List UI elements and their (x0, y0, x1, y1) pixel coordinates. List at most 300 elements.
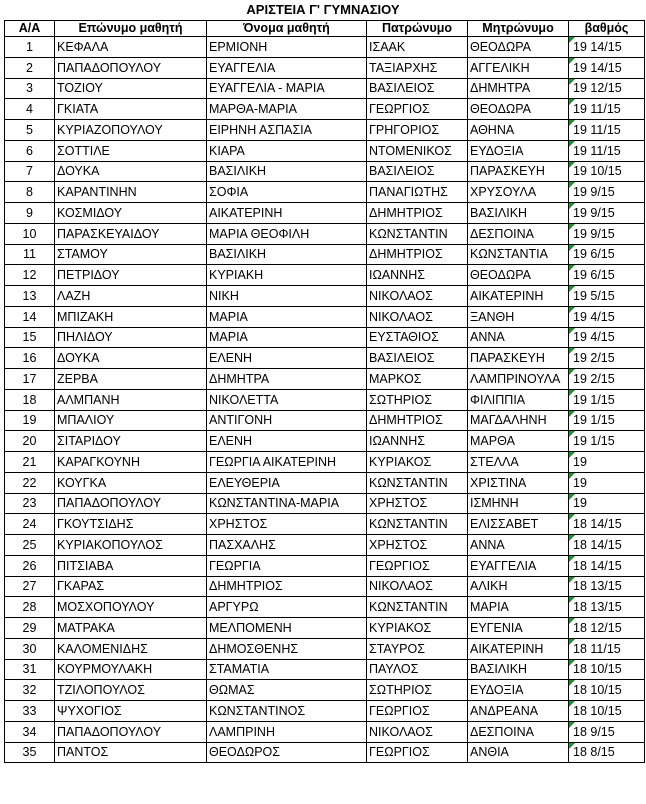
cell-aa[interactable]: 6 (5, 140, 55, 161)
cell-father-name[interactable]: ΜΑΡΚΟΣ (367, 369, 468, 390)
cell-firstname[interactable]: ΚΩΝΣΤΑΝΤΙΝΟΣ (207, 701, 367, 722)
error-indicator-icon (569, 348, 575, 354)
cell-aa[interactable]: 33 (5, 701, 55, 722)
cell-surname[interactable]: ΣΙΤΑΡΙΔΟΥ (55, 431, 207, 452)
cell-aa[interactable]: 27 (5, 576, 55, 597)
table-row (5, 493, 645, 514)
cell-firstname[interactable]: ΧΡΗΣΤΟΣ (207, 514, 367, 535)
cell-aa[interactable]: 16 (5, 348, 55, 369)
table-row (5, 327, 645, 348)
error-indicator-icon (569, 452, 575, 458)
cell-grade[interactable] (569, 452, 645, 473)
cell-firstname[interactable]: ΔΗΜΟΣΘΕΝΗΣ (207, 638, 367, 659)
cell-aa[interactable]: 32 (5, 680, 55, 701)
grade-value: 18 14/15 (573, 558, 622, 573)
cell-father-name[interactable]: ΓΡΗΓΟΡΙΟΣ (367, 120, 468, 141)
cell-surname[interactable]: ΓΚΑΡΑΣ (55, 576, 207, 597)
cell-surname[interactable]: ΠΑΠΑΔΟΠΟΥΛΟΥ (55, 493, 207, 514)
cell-grade[interactable] (569, 410, 645, 431)
cell-mother-name[interactable]: ΑΙΚΑΤΕΡΙΝΗ (468, 638, 569, 659)
table-row (5, 597, 645, 618)
cell-grade[interactable] (569, 680, 645, 701)
error-indicator-icon (569, 203, 575, 209)
cell-grade[interactable] (569, 286, 645, 307)
grade-value: 18 13/15 (573, 600, 622, 615)
cell-grade[interactable] (569, 78, 645, 99)
cell-mother-name[interactable]: ΒΑΣΙΛΙΚΗ (468, 203, 569, 224)
cell-surname[interactable]: ΚΥΡΙΑΖΟΠΟΥΛΟΥ (55, 120, 207, 141)
grade-value: 19 6/15 (573, 268, 615, 283)
cell-surname[interactable]: ΜΠΑΛΙΟΥ (55, 410, 207, 431)
cell-grade[interactable] (569, 265, 645, 286)
cell-mother-name[interactable]: ΔΕΣΠΟΙΝΑ (468, 223, 569, 244)
error-indicator-icon (569, 182, 575, 188)
cell-surname[interactable]: ΚΕΦΑΛΑ (55, 37, 207, 58)
cell-mother-name[interactable]: ΑΝΔΡΕΑΝΑ (468, 701, 569, 722)
cell-surname[interactable]: ΓΚΟΥΤΣΙΔΗΣ (55, 514, 207, 535)
cell-father-name[interactable]: ΓΕΩΡΓΙΟΣ (367, 742, 468, 763)
header-father-name: Πατρώνυμο (367, 21, 468, 37)
cell-father-name[interactable]: ΚΥΡΙΑΚΟΣ (367, 452, 468, 473)
cell-mother-name[interactable]: ΦΙΛΙΠΠΙΑ (468, 389, 569, 410)
cell-mother-name[interactable]: ΔΗΜΗΤΡΑ (468, 78, 569, 99)
grade-value: 19 9/15 (573, 205, 615, 220)
cell-mother-name[interactable]: ΧΡΙΣΤΙΝΑ (468, 472, 569, 493)
grade-value: 18 10/15 (573, 662, 622, 677)
cell-aa[interactable]: 15 (5, 327, 55, 348)
error-indicator-icon (569, 79, 575, 85)
error-indicator-icon (569, 328, 575, 334)
cell-father-name[interactable]: ΠΑΝΑΓΙΩΤΗΣ (367, 182, 468, 203)
cell-aa[interactable]: 2 (5, 57, 55, 78)
cell-firstname[interactable]: ΓΕΩΡΓΙΑ (207, 555, 367, 576)
cell-aa[interactable]: 13 (5, 286, 55, 307)
cell-grade[interactable] (569, 389, 645, 410)
cell-father-name[interactable]: ΚΩΝΣΤΑΝΤΙΝ (367, 514, 468, 535)
cell-father-name[interactable]: ΣΩΤΗΡΙΟΣ (367, 680, 468, 701)
cell-mother-name[interactable]: ΛΑΜΠΡΙΝΟΥΛΑ (468, 369, 569, 390)
cell-father-name[interactable]: ΔΗΜΗΤΡΙΟΣ (367, 244, 468, 265)
cell-father-name[interactable]: ΝΙΚΟΛΑΟΣ (367, 306, 468, 327)
error-indicator-icon (569, 369, 575, 375)
cell-firstname[interactable]: ΚΥΡΙΑΚΗ (207, 265, 367, 286)
cell-surname[interactable]: ΣΟΤΤΙΛΕ (55, 140, 207, 161)
grade-value: 18 14/15 (573, 517, 622, 532)
cell-firstname[interactable]: ΜΕΛΠΟΜΕΝΗ (207, 618, 367, 639)
table-row (5, 286, 645, 307)
cell-firstname[interactable]: ΝΙΚΗ (207, 286, 367, 307)
cell-aa[interactable]: 7 (5, 161, 55, 182)
error-indicator-icon (569, 473, 575, 479)
cell-grade[interactable] (569, 37, 645, 58)
cell-firstname[interactable]: ΕΛΕΝΗ (207, 431, 367, 452)
cell-firstname[interactable]: ΜΑΡΙΑ (207, 306, 367, 327)
error-indicator-icon (569, 618, 575, 624)
cell-grade[interactable] (569, 306, 645, 327)
cell-mother-name[interactable]: ΔΕΣΠΟΙΝΑ (468, 721, 569, 742)
cell-surname[interactable]: ΓΚΙΑΤΑ (55, 99, 207, 120)
cell-aa[interactable]: 14 (5, 306, 55, 327)
cell-firstname[interactable]: ΕΙΡΗΝΗ ΑΣΠΑΣΙΑ (207, 120, 367, 141)
grade-value: 18 9/15 (573, 724, 615, 739)
cell-mother-name[interactable]: ΘΕΟΔΩΡΑ (468, 265, 569, 286)
cell-grade[interactable] (569, 161, 645, 182)
cell-aa[interactable]: 31 (5, 659, 55, 680)
cell-surname[interactable]: ΠΑΝΤΟΣ (55, 742, 207, 763)
grade-value: 19 10/15 (573, 164, 622, 179)
table-row (5, 203, 645, 224)
cell-grade[interactable] (569, 348, 645, 369)
cell-firstname[interactable]: ΜΑΡΙΑ (207, 327, 367, 348)
cell-grade[interactable] (569, 597, 645, 618)
cell-aa[interactable]: 12 (5, 265, 55, 286)
cell-mother-name[interactable]: ΣΤΕΛΛΑ (468, 452, 569, 473)
cell-firstname[interactable]: ΛΑΜΠΡΙΝΗ (207, 721, 367, 742)
cell-firstname[interactable]: ΣΟΦΙΑ (207, 182, 367, 203)
grade-value: 19 (573, 496, 587, 511)
cell-aa[interactable]: 1 (5, 37, 55, 58)
cell-aa[interactable]: 10 (5, 223, 55, 244)
cell-aa[interactable]: 34 (5, 721, 55, 742)
cell-grade[interactable] (569, 99, 645, 120)
header-surname: Επώνυμο μαθητή (55, 21, 207, 37)
table-row (5, 410, 645, 431)
cell-aa[interactable]: 23 (5, 493, 55, 514)
cell-mother-name[interactable]: ΕΥΔΟΞΙΑ (468, 140, 569, 161)
grade-value: 19 2/15 (573, 371, 615, 386)
cell-grade[interactable] (569, 721, 645, 742)
header-row (5, 21, 645, 37)
cell-father-name[interactable]: ΒΑΣΙΛΕΙΟΣ (367, 348, 468, 369)
cell-firstname[interactable]: ΜΑΡΙΑ ΘΕΟΦΙΛΗ (207, 223, 367, 244)
cell-surname[interactable]: ΔΟΥΚΑ (55, 348, 207, 369)
error-indicator-icon (569, 556, 575, 562)
cell-mother-name[interactable]: ΑΘΗΝΑ (468, 120, 569, 141)
cell-surname[interactable]: ΚΥΡΙΑΚΟΠΟΥΛΟΣ (55, 535, 207, 556)
error-indicator-icon (569, 286, 575, 292)
cell-firstname[interactable]: ΕΥΑΓΓΕΛΙΑ - ΜΑΡΙΑ (207, 78, 367, 99)
cell-firstname[interactable]: ΠΑΣΧΑΛΗΣ (207, 535, 367, 556)
cell-surname[interactable]: ΣΤΑΜΟΥ (55, 244, 207, 265)
table-row (5, 57, 645, 78)
cell-father-name[interactable]: ΝΙΚΟΛΑΟΣ (367, 721, 468, 742)
cell-firstname[interactable]: ΕΡΜΙΟΝΗ (207, 37, 367, 58)
header-grade: βαθμός (569, 21, 645, 37)
error-indicator-icon (569, 37, 575, 43)
cell-mother-name[interactable]: ΜΑΓΔΑΛΗΝΗ (468, 410, 569, 431)
cell-surname[interactable]: ΠΑΠΑΔΟΠΟΥΛΟΥ (55, 721, 207, 742)
cell-firstname[interactable]: ΚΩΝΣΤΑΝΤΙΝΑ-ΜΑΡΙΑ (207, 493, 367, 514)
cell-father-name[interactable]: ΝΤΟΜΕΝΙΚΟΣ (367, 140, 468, 161)
cell-aa[interactable]: 28 (5, 597, 55, 618)
cell-mother-name[interactable]: ΕΥΑΓΓΕΛΙΑ (468, 555, 569, 576)
cell-grade[interactable] (569, 182, 645, 203)
cell-firstname[interactable]: ΘΕΟΔΩΡΟΣ (207, 742, 367, 763)
table-row (5, 721, 645, 742)
error-indicator-icon (569, 743, 575, 749)
cell-aa[interactable]: 25 (5, 535, 55, 556)
cell-firstname[interactable]: ΚΙΑΡΑ (207, 140, 367, 161)
grade-value: 19 11/15 (573, 143, 621, 158)
cell-mother-name[interactable]: ΠΑΡΑΣΚΕΥΗ (468, 348, 569, 369)
grade-value: 19 12/15 (573, 81, 622, 96)
table-row (5, 369, 645, 390)
header-aa: Α/Α (5, 21, 55, 37)
cell-father-name[interactable]: ΤΑΞΙΑΡΧΗΣ (367, 57, 468, 78)
error-indicator-icon (569, 245, 575, 251)
cell-grade[interactable] (569, 576, 645, 597)
cell-father-name[interactable]: ΣΤΑΥΡΟΣ (367, 638, 468, 659)
error-indicator-icon (569, 307, 575, 313)
cell-aa[interactable]: 29 (5, 618, 55, 639)
cell-surname[interactable]: ΜΑΤΡΑΚΑ (55, 618, 207, 639)
cell-father-name[interactable]: ΙΣΑΑΚ (367, 37, 468, 58)
cell-firstname[interactable]: ΒΑΣΙΛΙΚΗ (207, 244, 367, 265)
cell-aa[interactable]: 22 (5, 472, 55, 493)
cell-mother-name[interactable]: ΒΑΣΙΛΙΚΗ (468, 659, 569, 680)
grade-value: 19 14/15 (573, 39, 622, 54)
cell-father-name[interactable]: ΝΙΚΟΛΑΟΣ (367, 286, 468, 307)
cell-mother-name[interactable]: ΕΥΔΟΞΙΑ (468, 680, 569, 701)
cell-father-name[interactable]: ΝΙΚΟΛΑΟΣ (367, 576, 468, 597)
grade-value: 19 4/15 (573, 309, 615, 324)
cell-surname[interactable]: ΜΟΣΧΟΠΟΥΛΟΥ (55, 597, 207, 618)
cell-firstname[interactable]: ΔΗΜΗΤΡΑ (207, 369, 367, 390)
cell-surname[interactable]: ΠΗΛΙΔΟΥ (55, 327, 207, 348)
grade-value: 19 9/15 (573, 185, 615, 200)
error-indicator-icon (569, 660, 575, 666)
cell-aa[interactable]: 5 (5, 120, 55, 141)
cell-surname[interactable]: ΚΟΣΜΙΔΟΥ (55, 203, 207, 224)
table-row (5, 555, 645, 576)
cell-aa[interactable]: 17 (5, 369, 55, 390)
table-row (5, 742, 645, 763)
cell-aa[interactable]: 9 (5, 203, 55, 224)
cell-aa[interactable]: 11 (5, 244, 55, 265)
cell-father-name[interactable]: ΒΑΣΙΛΕΙΟΣ (367, 78, 468, 99)
grade-value: 19 11/15 (573, 122, 621, 137)
cell-surname[interactable]: ΛΑΖΗ (55, 286, 207, 307)
cell-father-name[interactable]: ΣΩΤΗΡΙΟΣ (367, 389, 468, 410)
grade-value: 19 2/15 (573, 351, 615, 366)
cell-mother-name[interactable]: ΜΑΡΘΑ (468, 431, 569, 452)
table-row (5, 140, 645, 161)
cell-grade[interactable] (569, 431, 645, 452)
grade-value: 18 10/15 (573, 703, 622, 718)
cell-mother-name[interactable]: ΠΑΡΑΣΚΕΥΗ (468, 161, 569, 182)
cell-surname[interactable]: ΚΑΡΑΝΤΙΝΗΝ (55, 182, 207, 203)
cell-father-name[interactable]: ΧΡΗΣΤΟΣ (367, 535, 468, 556)
cell-firstname[interactable]: ΣΤΑΜΑΤΙΑ (207, 659, 367, 680)
cell-father-name[interactable]: ΓΕΩΡΓΙΟΣ (367, 555, 468, 576)
cell-mother-name[interactable]: ΑΓΓΕΛΙΚΗ (468, 57, 569, 78)
grade-value: 19 1/15 (573, 434, 615, 449)
error-indicator-icon (569, 390, 575, 396)
cell-aa[interactable]: 18 (5, 389, 55, 410)
grade-value: 19 6/15 (573, 247, 615, 262)
cell-grade[interactable] (569, 120, 645, 141)
header-mother-name: Μητρώνυμο (468, 21, 569, 37)
cell-mother-name[interactable]: ΕΛΙΣΣΑΒΕΤ (468, 514, 569, 535)
cell-father-name[interactable]: ΙΩΑΝΝΗΣ (367, 431, 468, 452)
cell-surname[interactable]: ΠΕΤΡΙΔΟΥ (55, 265, 207, 286)
cell-father-name[interactable]: ΙΩΑΝΝΗΣ (367, 265, 468, 286)
cell-mother-name[interactable]: ΑΝΝΑ (468, 535, 569, 556)
cell-mother-name[interactable]: ΘΕΟΔΩΡΑ (468, 99, 569, 120)
cell-father-name[interactable]: ΓΕΩΡΓΙΟΣ (367, 99, 468, 120)
cell-grade[interactable] (569, 244, 645, 265)
cell-surname[interactable]: ΚΟΥΡΜΟΥΛΑΚΗ (55, 659, 207, 680)
cell-father-name[interactable]: ΠΑΥΛΟΣ (367, 659, 468, 680)
table-row (5, 37, 645, 58)
cell-grade[interactable] (569, 618, 645, 639)
cell-firstname[interactable]: ΔΗΜΗΤΡΙΟΣ (207, 576, 367, 597)
cell-father-name[interactable]: ΒΑΣΙΛΕΙΟΣ (367, 161, 468, 182)
cell-surname[interactable]: ΠΑΡΑΣΚΕΥΑΙΔΟΥ (55, 223, 207, 244)
grade-value: 19 4/15 (573, 330, 615, 345)
error-indicator-icon (569, 265, 575, 271)
cell-grade[interactable] (569, 535, 645, 556)
cell-mother-name[interactable]: ΑΝΝΑ (468, 327, 569, 348)
cell-father-name[interactable]: ΔΗΜΗΤΡΙΟΣ (367, 203, 468, 224)
cell-grade[interactable] (569, 223, 645, 244)
error-indicator-icon (569, 577, 575, 583)
cell-surname[interactable]: ΚΑΡΑΓΚΟΥΝΗ (55, 452, 207, 473)
cell-mother-name[interactable]: ΞΑΝΘΗ (468, 306, 569, 327)
error-indicator-icon (569, 535, 575, 541)
cell-aa[interactable]: 3 (5, 78, 55, 99)
error-indicator-icon (569, 494, 575, 500)
cell-grade[interactable] (569, 638, 645, 659)
cell-grade[interactable] (569, 57, 645, 78)
cell-firstname[interactable]: ΓΕΩΡΓΙΑ ΑΙΚΑΤΕΡΙΝΗ (207, 452, 367, 473)
error-indicator-icon (569, 58, 575, 64)
cell-aa[interactable]: 21 (5, 452, 55, 473)
table-row (5, 701, 645, 722)
cell-grade[interactable] (569, 493, 645, 514)
cell-father-name[interactable]: ΔΗΜΗΤΡΙΟΣ (367, 410, 468, 431)
cell-surname[interactable]: ΚΟΥΓΚΑ (55, 472, 207, 493)
cell-surname[interactable]: ΚΑΛΟΜΕΝΙΔΗΣ (55, 638, 207, 659)
cell-grade[interactable] (569, 327, 645, 348)
error-indicator-icon (569, 701, 575, 707)
error-indicator-icon (569, 162, 575, 168)
cell-mother-name[interactable]: ΑΙΚΑΤΕΡΙΝΗ (468, 286, 569, 307)
cell-grade[interactable] (569, 659, 645, 680)
cell-grade[interactable] (569, 742, 645, 763)
cell-father-name[interactable]: ΕΥΣΤΑΘΙΟΣ (367, 327, 468, 348)
cell-aa[interactable]: 24 (5, 514, 55, 535)
cell-firstname[interactable]: ΘΩΜΑΣ (207, 680, 367, 701)
cell-surname[interactable]: ΨΥΧΟΓΙΟΣ (55, 701, 207, 722)
cell-firstname[interactable]: ΑΙΚΑΤΕΡΙΝΗ (207, 203, 367, 224)
cell-firstname[interactable]: ΜΑΡΘΑ-ΜΑΡΙΑ (207, 99, 367, 120)
grade-value: 19 1/15 (573, 413, 615, 428)
error-indicator-icon (569, 597, 575, 603)
cell-father-name[interactable]: ΚΥΡΙΑΚΟΣ (367, 618, 468, 639)
cell-aa[interactable]: 19 (5, 410, 55, 431)
table-row (5, 306, 645, 327)
table-row (5, 638, 645, 659)
cell-firstname[interactable]: ΑΡΓΥΡΩ (207, 597, 367, 618)
cell-grade[interactable] (569, 555, 645, 576)
table-row (5, 265, 645, 286)
error-indicator-icon (569, 141, 575, 147)
cell-surname[interactable]: ΤΟΖΙΟΥ (55, 78, 207, 99)
grade-value: 19 (573, 454, 587, 469)
table-body (5, 37, 645, 763)
awards-table (4, 20, 645, 763)
cell-surname[interactable]: ΜΠΙΖΑΚΗ (55, 306, 207, 327)
cell-firstname[interactable]: ΕΛΕΥΘΕΡΙΑ (207, 472, 367, 493)
cell-grade[interactable] (569, 203, 645, 224)
grade-value: 19 9/15 (573, 226, 615, 241)
cell-mother-name[interactable]: ΑΛΙΚΗ (468, 576, 569, 597)
error-indicator-icon (569, 722, 575, 728)
cell-firstname[interactable]: ΒΑΣΙΛΙΚΗ (207, 161, 367, 182)
cell-surname[interactable]: ΠΑΠΑΔΟΠΟΥΛΟΥ (55, 57, 207, 78)
cell-father-name[interactable]: ΧΡΗΣΤΟΣ (367, 493, 468, 514)
cell-firstname[interactable]: ΝΙΚΟΛΕΤΤΑ (207, 389, 367, 410)
cell-grade[interactable] (569, 514, 645, 535)
cell-aa[interactable]: 26 (5, 555, 55, 576)
error-indicator-icon (569, 514, 575, 520)
table-row (5, 680, 645, 701)
table-row (5, 535, 645, 556)
table-row (5, 99, 645, 120)
cell-aa[interactable]: 30 (5, 638, 55, 659)
cell-mother-name[interactable]: ΑΝΘΙΑ (468, 742, 569, 763)
table-row (5, 659, 645, 680)
grade-value: 18 11/15 (573, 641, 621, 656)
cell-mother-name[interactable]: ΧΡΥΣΟΥΛΑ (468, 182, 569, 203)
cell-father-name[interactable]: ΓΕΩΡΓΙΟΣ (367, 701, 468, 722)
table-row (5, 182, 645, 203)
cell-surname[interactable]: ΖΕΡΒΑ (55, 369, 207, 390)
cell-aa[interactable]: 20 (5, 431, 55, 452)
table-row (5, 431, 645, 452)
cell-firstname[interactable]: ΕΛΕΝΗ (207, 348, 367, 369)
cell-aa[interactable]: 35 (5, 742, 55, 763)
cell-mother-name[interactable]: ΘΕΟΔΩΡΑ (468, 37, 569, 58)
cell-firstname[interactable]: ΑΝΤΙΓΟΝΗ (207, 410, 367, 431)
table-row (5, 348, 645, 369)
cell-grade[interactable] (569, 472, 645, 493)
cell-surname[interactable]: ΔΟΥΚΑ (55, 161, 207, 182)
table-row (5, 244, 645, 265)
cell-grade[interactable] (569, 369, 645, 390)
cell-mother-name[interactable]: ΕΥΓΕΝΙΑ (468, 618, 569, 639)
cell-firstname[interactable]: ΕΥΑΓΓΕΛΙΑ (207, 57, 367, 78)
cell-father-name[interactable]: ΚΩΝΣΤΑΝΤΙΝ (367, 597, 468, 618)
cell-mother-name[interactable]: ΚΩΝΣΤΑΝΤΙΑ (468, 244, 569, 265)
cell-grade[interactable] (569, 701, 645, 722)
cell-grade[interactable] (569, 140, 645, 161)
cell-surname[interactable]: ΤΖΙΛΟΠΟΥΛΟΣ (55, 680, 207, 701)
table-row (5, 472, 645, 493)
cell-aa[interactable]: 4 (5, 99, 55, 120)
error-indicator-icon (569, 99, 575, 105)
cell-surname[interactable]: ΑΛΜΠΑΝΗ (55, 389, 207, 410)
cell-mother-name[interactable]: ΙΣΜΗΝΗ (468, 493, 569, 514)
cell-father-name[interactable]: ΚΩΝΣΤΑΝΤΙΝ (367, 223, 468, 244)
cell-surname[interactable]: ΠΙΤΣΙΑΒΑ (55, 555, 207, 576)
cell-aa[interactable]: 8 (5, 182, 55, 203)
grade-value: 18 14/15 (573, 537, 622, 552)
cell-mother-name[interactable]: ΜΑΡΙΑ (468, 597, 569, 618)
cell-father-name[interactable]: ΚΩΝΣΤΑΝΤΙΝ (367, 472, 468, 493)
table-row (5, 78, 645, 99)
